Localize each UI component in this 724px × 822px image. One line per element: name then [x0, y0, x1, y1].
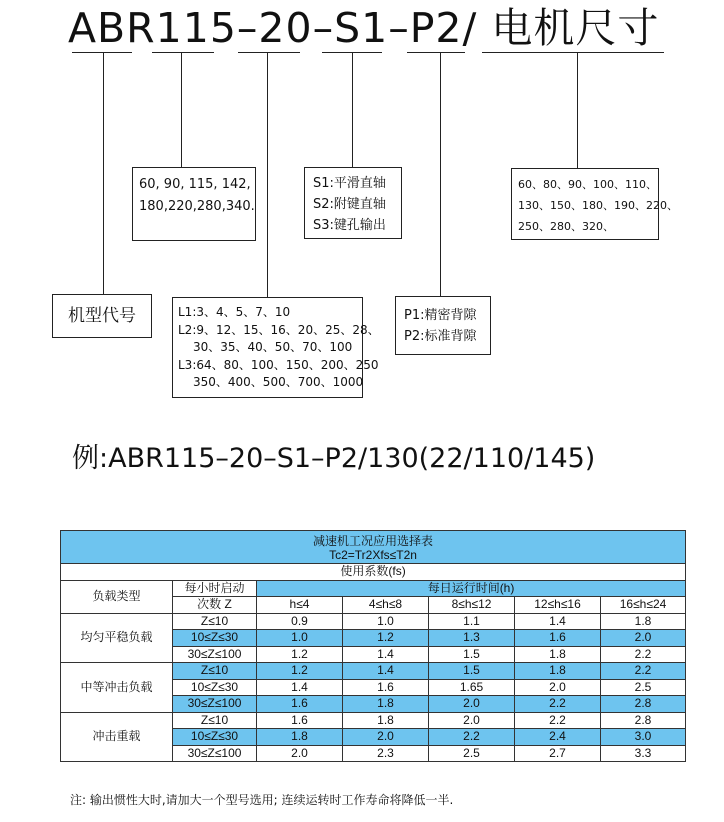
table-title-cell: [61, 531, 686, 564]
factor-cell: 2.2: [515, 712, 601, 729]
type-code-box: [52, 294, 152, 338]
table-formula: Tc2=Tr2Xfs≤T2n: [329, 548, 417, 562]
ratio-line: 30、35、40、50、70、100: [193, 340, 353, 354]
backlash-box: [395, 296, 491, 355]
factor-cell: 2.0: [429, 712, 515, 729]
factor-cell: 2.2: [601, 663, 686, 680]
load-type-header: 负载类型: [61, 580, 173, 613]
frame-size-line: 60, 90, 115, 142,: [139, 177, 251, 192]
factor-cell: 2.0: [429, 696, 515, 713]
starts-header-line2: 次数 Z: [173, 597, 257, 614]
starts-cell: Z≤10: [173, 712, 257, 729]
shaft-option: S3:键孔输出: [313, 218, 386, 233]
factor-label: 使用系数(fs): [61, 564, 686, 581]
connector-line-ratio: [267, 53, 268, 297]
starts-cell: 30≤Z≤100: [173, 745, 257, 762]
factor-cell: 1.65: [429, 679, 515, 696]
type-code-label: 机型代号: [68, 306, 136, 326]
factor-cell: 1.4: [343, 663, 429, 680]
starts-cell: 10≤Z≤30: [173, 729, 257, 746]
example-model: 例:ABR115–20–S1–P2/130(22/110/145): [72, 443, 596, 474]
factor-cell: 1.3: [429, 630, 515, 647]
factor-cell: 1.6: [257, 712, 343, 729]
factor-cell: 0.9: [257, 613, 343, 630]
starts-cell: 30≤Z≤100: [173, 696, 257, 713]
backlash-option: P1:精密背隙: [404, 308, 477, 323]
segment-underline-backlash: [407, 52, 465, 53]
factor-cell: 1.8: [601, 613, 686, 630]
starts-cell: 30≤Z≤100: [173, 646, 257, 663]
hours-header: 12≤h≤16: [515, 597, 601, 614]
factor-cell: 2.8: [601, 696, 686, 713]
factor-cell: 1.6: [257, 696, 343, 713]
factor-cell: 1.4: [515, 613, 601, 630]
hours-header: 8≤h≤12: [429, 597, 515, 614]
starts-cell: 10≤Z≤30: [173, 630, 257, 647]
connector-line-shaft: [352, 53, 353, 167]
factor-cell: 2.5: [601, 679, 686, 696]
factor-cell: 1.0: [343, 613, 429, 630]
factor-cell: 2.0: [515, 679, 601, 696]
factor-cell: 2.0: [343, 729, 429, 746]
ratio-box: [172, 297, 380, 398]
application-selection-table: [60, 530, 686, 762]
ratio-line: L1:3、4、5、7、10: [178, 305, 291, 319]
factor-cell: 2.2: [515, 696, 601, 713]
factor-cell: 1.4: [257, 679, 343, 696]
factor-cell: 2.2: [601, 646, 686, 663]
factor-cell: 2.2: [429, 729, 515, 746]
ratio-line: L3:64、80、100、150、200、250: [178, 357, 379, 372]
connector-line-backlash: [440, 53, 441, 296]
factor-cell: 3.0: [601, 729, 686, 746]
factor-cell: 1.8: [257, 729, 343, 746]
starts-cell: 10≤Z≤30: [173, 679, 257, 696]
starts-cell: Z≤10: [173, 613, 257, 630]
factor-cell: 1.6: [515, 630, 601, 647]
factor-cell: 2.0: [257, 745, 343, 762]
factor-cell: 1.0: [257, 630, 343, 647]
connector-line-motor: [577, 53, 578, 168]
factor-cell: 3.3: [601, 745, 686, 762]
factor-cell: 1.1: [429, 613, 515, 630]
factor-cell: 2.4: [515, 729, 601, 746]
starts-header-line1: 每小时启动: [173, 580, 257, 597]
daily-hours-header: 每日运行时间(h): [257, 580, 686, 597]
factor-cell: 1.8: [343, 696, 429, 713]
starts-cell: Z≤10: [173, 663, 257, 680]
footnote: 注: 输出惯性大时,请加大一个型号选用; 连续运转时工作寿命将降低一半.: [70, 793, 454, 807]
ratio-line: 350、400、500、700、1000: [193, 375, 364, 389]
factor-cell: 1.2: [257, 646, 343, 663]
factor-cell: 1.8: [515, 646, 601, 663]
load-type-cell: 冲击重载: [61, 712, 173, 762]
connector-line-type: [103, 53, 104, 294]
factor-cell: 1.5: [429, 663, 515, 680]
motor-size-line: 130、150、180、190、220、: [518, 199, 678, 212]
motor-size-line: 60、80、90、100、110、: [518, 178, 657, 191]
factor-cell: 1.4: [343, 646, 429, 663]
segment-underline-frame: [152, 52, 214, 53]
hours-header: h≤4: [257, 597, 343, 614]
factor-cell: 1.6: [343, 679, 429, 696]
load-type-cell: 中等冲击负载: [61, 663, 173, 713]
ratio-line: L2:9、12、15、16、20、25、28、: [178, 322, 380, 337]
factor-cell: 2.8: [601, 712, 686, 729]
frame-size-box: [132, 167, 256, 241]
backlash-option: P2:标准背隙: [404, 329, 477, 344]
factor-cell: 1.2: [343, 630, 429, 647]
hours-header: 16≤h≤24: [601, 597, 686, 614]
shaft-option: S2:附键直轴: [313, 197, 386, 212]
factor-cell: 2.7: [515, 745, 601, 762]
factor-cell: 2.5: [429, 745, 515, 762]
segment-underline-ratio: [238, 52, 300, 53]
model-code-title: ABR115–20–S1–P2/ 电机尺寸: [68, 4, 660, 52]
load-type-cell: 均匀平稳负载: [61, 613, 173, 663]
frame-size-line: 180,220,280,340.: [139, 199, 255, 214]
segment-underline-motor: [482, 52, 664, 53]
segment-underline-type: [72, 52, 132, 53]
motor-size-line: 250、280、320、: [518, 220, 614, 233]
factor-cell: 2.0: [601, 630, 686, 647]
factor-cell: 1.8: [343, 712, 429, 729]
shaft-options-box: [304, 167, 402, 239]
factor-cell: 1.2: [257, 663, 343, 680]
hours-header: 4≤h≤8: [343, 597, 429, 614]
motor-size-box: [511, 168, 678, 240]
shaft-option: S1:平滑直轴: [313, 176, 386, 191]
factor-cell: 2.3: [343, 745, 429, 762]
factor-cell: 1.5: [429, 646, 515, 663]
table-title: 减速机工况应用选择表: [313, 534, 434, 548]
connector-line-frame: [181, 53, 182, 169]
factor-cell: 1.8: [515, 663, 601, 680]
